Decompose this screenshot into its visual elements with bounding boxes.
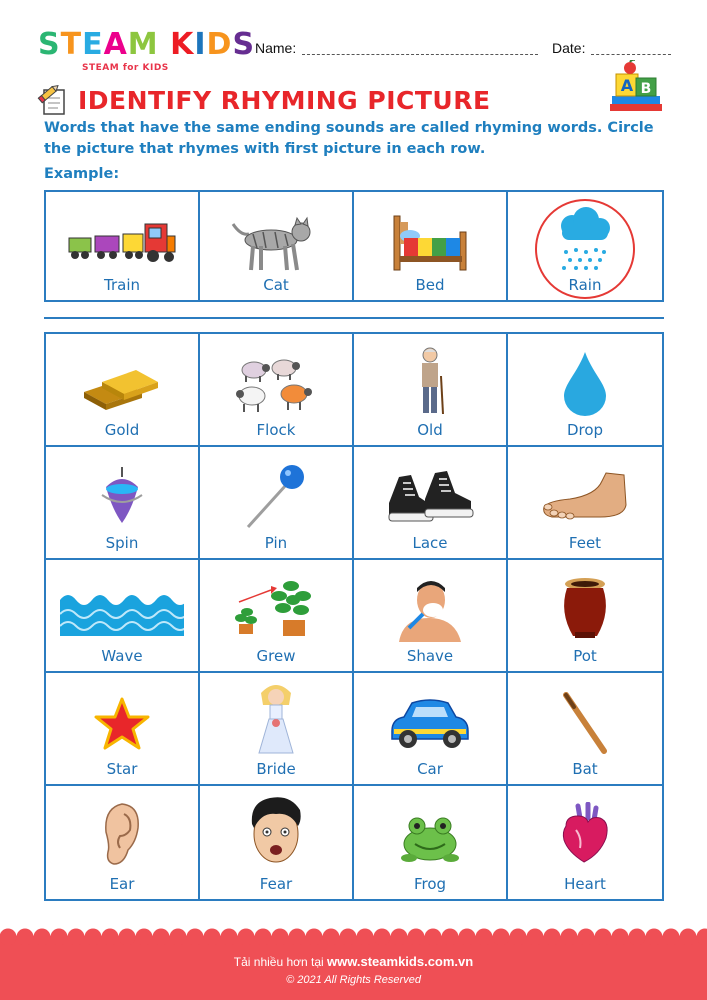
cell-label: Heart bbox=[564, 875, 606, 893]
row2-cell-feet[interactable] bbox=[508, 447, 662, 560]
cell-label: Fear bbox=[259, 875, 293, 893]
cell-label: Grew bbox=[256, 647, 296, 665]
frog-icon bbox=[399, 814, 461, 864]
row3-cell-grew[interactable] bbox=[200, 560, 354, 673]
ear-icon bbox=[102, 802, 142, 868]
footer-site-link[interactable]: www.steamkids.com.vn bbox=[327, 954, 474, 969]
cell-label: Star bbox=[106, 760, 138, 778]
row4-cell-car[interactable] bbox=[354, 673, 508, 786]
title-row bbox=[36, 76, 676, 122]
cell-label: Frog bbox=[413, 875, 447, 893]
steam-kids-logo bbox=[38, 27, 256, 73]
car-icon bbox=[388, 695, 472, 751]
example-label: Example: bbox=[44, 166, 120, 182]
footer-scallop-edge bbox=[0, 927, 707, 945]
row3-cell-shave[interactable] bbox=[354, 560, 508, 673]
row2-cell-pin[interactable] bbox=[200, 447, 354, 560]
old-man-icon bbox=[410, 346, 450, 416]
abc-books-icon bbox=[608, 60, 666, 114]
bed-icon bbox=[390, 212, 470, 272]
footer-copyright: © 2021 All Rights Reserved bbox=[286, 974, 421, 986]
cell-label: Pin bbox=[264, 534, 288, 552]
example-grid bbox=[44, 190, 664, 302]
instructions-text: Words that have the same ending sounds are called rhyming words. Circle the picture that rhymes with first picture in each row. bbox=[44, 120, 654, 157]
row2-cell-lace[interactable] bbox=[354, 447, 508, 560]
row5-cell-ear[interactable] bbox=[46, 786, 200, 899]
example-cell-bed[interactable] bbox=[354, 192, 508, 300]
cell-label: Spin bbox=[105, 534, 139, 552]
cell-label: Pot bbox=[573, 647, 597, 665]
gold-bars-icon bbox=[82, 362, 162, 412]
bat-icon bbox=[560, 691, 610, 755]
cell-label: Flock bbox=[256, 421, 296, 439]
bride-icon bbox=[253, 683, 299, 755]
push-pin-icon bbox=[244, 461, 308, 531]
heart-organ-icon bbox=[558, 802, 612, 864]
date-field[interactable] bbox=[591, 54, 671, 55]
cat-icon bbox=[231, 216, 321, 272]
cell-label: Rain bbox=[568, 276, 602, 294]
cell-label: Wave bbox=[101, 647, 143, 665]
footer-prefix: Tải nhiều hơn tại bbox=[233, 955, 328, 969]
spinning-top-icon bbox=[100, 465, 144, 529]
row3-cell-wave[interactable] bbox=[46, 560, 200, 673]
example-cell-cat[interactable] bbox=[200, 192, 354, 300]
rhyme-grid bbox=[44, 332, 664, 901]
footer-download-text bbox=[0, 954, 707, 969]
cell-label: Bat bbox=[572, 760, 598, 778]
cell-label: Lace bbox=[412, 534, 448, 552]
logo-tagline: STEAM for KIDS bbox=[82, 63, 169, 73]
clay-pot-icon bbox=[557, 576, 613, 642]
cell-label: Bride bbox=[256, 760, 296, 778]
svg-text:B: B bbox=[640, 81, 652, 97]
star-icon bbox=[94, 697, 150, 751]
name-label: Name: bbox=[255, 40, 297, 56]
section-divider bbox=[44, 317, 664, 319]
footer bbox=[0, 936, 707, 1000]
train-icon bbox=[67, 220, 177, 264]
cell-label: Car bbox=[417, 760, 443, 778]
row5-cell-frog[interactable] bbox=[354, 786, 508, 899]
row3-cell-pot[interactable] bbox=[508, 560, 662, 673]
sheep-flock-icon bbox=[234, 354, 318, 416]
example-cell-train[interactable] bbox=[46, 192, 200, 300]
row1-cell-old[interactable] bbox=[354, 334, 508, 447]
cell-label: Drop bbox=[566, 421, 604, 439]
row5-cell-heart[interactable] bbox=[508, 786, 662, 899]
cell-label: Shave bbox=[406, 647, 454, 665]
cell-label: Old bbox=[417, 421, 443, 439]
example-cell-rain[interactable] bbox=[508, 192, 662, 300]
name-field[interactable] bbox=[302, 54, 538, 55]
row1-cell-gold[interactable] bbox=[46, 334, 200, 447]
foot-icon bbox=[540, 471, 630, 523]
cell-label: Feet bbox=[568, 534, 602, 552]
row2-cell-spin[interactable] bbox=[46, 447, 200, 560]
scared-face-icon bbox=[246, 794, 306, 870]
page-title: IDENTIFY RHYMING PICTURE bbox=[78, 86, 491, 115]
row1-cell-drop[interactable] bbox=[508, 334, 662, 447]
growing-plant-icon bbox=[231, 574, 321, 644]
date-label: Date: bbox=[552, 40, 586, 56]
row4-cell-bat[interactable] bbox=[508, 673, 662, 786]
sneakers-icon bbox=[385, 469, 475, 525]
cell-label: Ear bbox=[109, 875, 135, 893]
pencil-paper-icon bbox=[36, 84, 70, 118]
row1-cell-flock[interactable] bbox=[200, 334, 354, 447]
cell-label: Gold bbox=[104, 421, 140, 439]
water-drop-icon bbox=[560, 350, 610, 416]
logo-wordmark: STEAM KIDS bbox=[38, 27, 256, 62]
row4-cell-star[interactable] bbox=[46, 673, 200, 786]
wave-icon bbox=[60, 590, 184, 636]
shaving-man-icon bbox=[395, 578, 465, 642]
row5-cell-fear[interactable] bbox=[200, 786, 354, 899]
cell-label: Cat bbox=[263, 276, 289, 294]
svg-text:A: A bbox=[620, 76, 634, 95]
cell-label: Train bbox=[104, 276, 140, 294]
row4-cell-bride[interactable] bbox=[200, 673, 354, 786]
cell-label: Bed bbox=[415, 276, 445, 294]
